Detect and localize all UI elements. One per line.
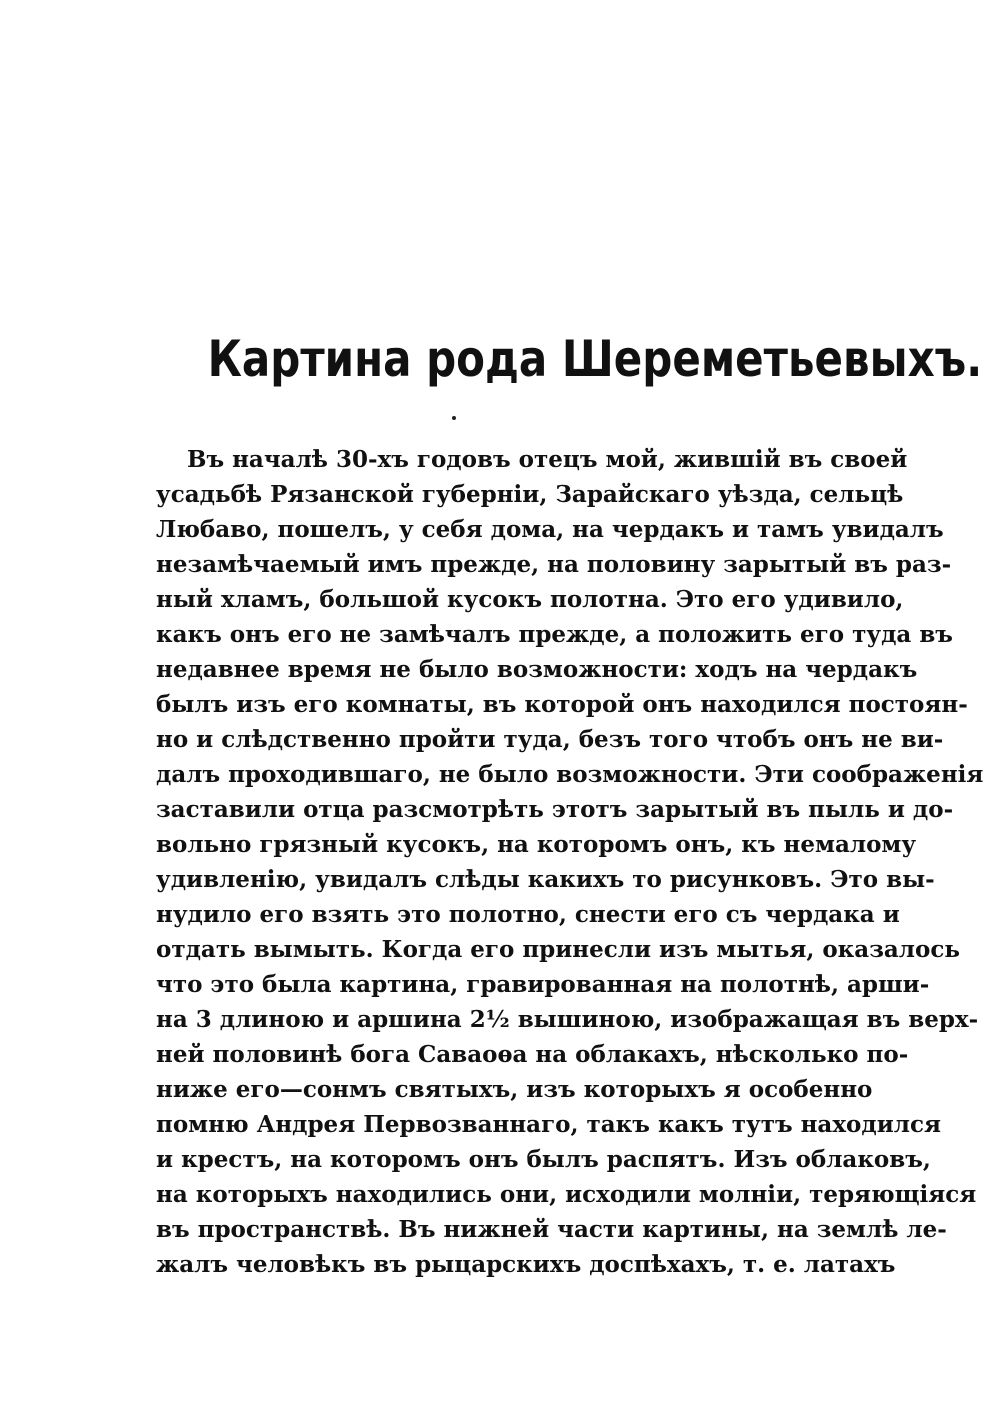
- text-line: ней половинѣ бога Саваоѳа на облакахъ, нѣсколько по-: [156, 1041, 909, 1068]
- text-line: что это была картина, гравированная на полотнѣ, арши-: [156, 971, 930, 998]
- text-line: помню Андрея Первозваннаго, такъ какъ тутъ находился: [156, 1111, 941, 1138]
- text-line: на которыхъ находились они, исходили молніи, теряющіяся: [156, 1181, 977, 1208]
- text-line: ный хламъ, большой кусокъ полотна. Это его удивило,: [156, 586, 904, 613]
- text-line: недавнее время не было возможности: ходъ на чердакъ: [156, 656, 918, 683]
- text-line: и крестъ, на которомъ онъ былъ распятъ. Изъ облаковъ,: [156, 1146, 931, 1173]
- text-line: заставили отца разсмотрѣть этотъ зарытый въ пыль и до-: [156, 796, 954, 823]
- text-line: далъ проходившаго, не было возможности. Эти соображенія: [156, 761, 984, 788]
- text-line: ниже его—сонмъ святыхъ, изъ которыхъ я особенно: [156, 1076, 873, 1103]
- text-line: вольно грязный кусокъ, на которомъ онъ, къ немалому: [156, 831, 917, 858]
- text-line: но и слѣдственно пройти туда, безъ того чтобъ онъ не ви-: [156, 726, 944, 753]
- text-line: незамѣчаемый имъ прежде, на половину зарытый въ раз-: [156, 551, 952, 578]
- text-line: Любаво, пошелъ, у себя дома, на чердакъ и тамъ увидалъ: [156, 516, 944, 543]
- text-line: отдать вымыть. Когда его принесли изъ мытья, оказалось: [156, 936, 960, 963]
- text-line: въ пространствѣ. Въ нижней части картины, на землѣ ле-: [156, 1216, 947, 1243]
- text-line: былъ изъ его комнаты, въ которой онъ находился постоян-: [156, 691, 968, 718]
- text-line: удивленію, увидалъ слѣды какихъ то рисунковъ. Это вы-: [156, 866, 935, 893]
- text-line: нудило его взять это полотно, снести его съ чердака и: [156, 901, 900, 928]
- text-line: на 3 длиною и аршина 2½ вышиною, изображащая въ верх-: [156, 1006, 979, 1033]
- stray-dot: [452, 416, 456, 420]
- text-line: Въ началѣ 30-хъ годовъ отецъ мой, жившій въ своей: [187, 446, 908, 473]
- page-title: Картина рода Шереметьевыхъ.: [207, 330, 983, 388]
- text-line: жалъ человѣкъ въ рыцарскихъ доспѣхахъ, т. е. латахъ: [156, 1251, 896, 1278]
- text-line: какъ онъ его не замѣчалъ прежде, а положить его туда въ: [156, 621, 953, 648]
- text-line: усадьбѣ Рязанской губерніи, Зарайскаго уѣзда, сельцѣ: [156, 481, 904, 508]
